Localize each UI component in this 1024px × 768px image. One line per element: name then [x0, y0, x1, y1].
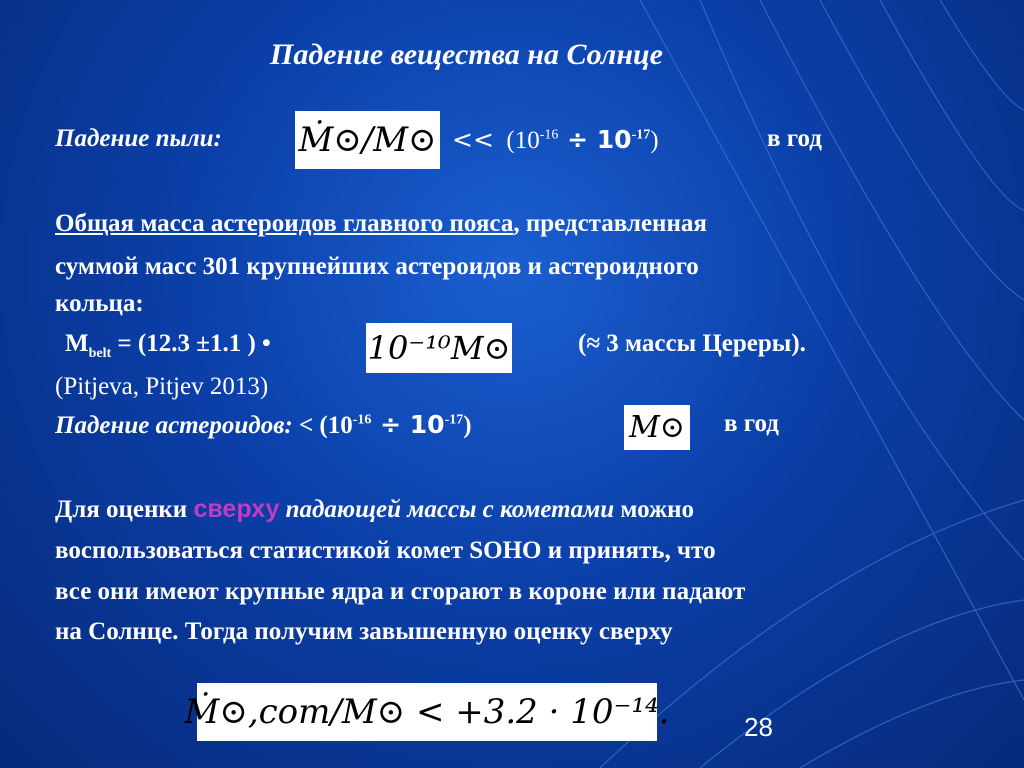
asteroids-line: Падение астероидов: < $(10^{-16} \div 10^{-17})$ — [55, 410, 472, 439]
comets-line-3: все они имеют крупные ядра и сгорают в короне или падают — [55, 578, 746, 605]
asteroids-formula: M⊙ — [624, 405, 690, 450]
belt-formula: 10⁻¹⁰M⊙ — [366, 323, 512, 373]
comets-line-1: Для оценки сверху падающей массы с кометами можно — [55, 495, 695, 523]
ceres-comparison: (≈ 3 массы Цереры). — [578, 330, 806, 357]
belt-line-2: суммой масс 301 крупнейших астероидов и астероидного — [55, 253, 699, 280]
comets-line-2: воспользоваться статистикой комет SOHO и принять, что — [55, 537, 716, 564]
slide-title: Падение вещества на Солнце — [270, 38, 663, 71]
comets-line-4: на Солнце. Тогда получим завышенную оценку сверху — [55, 618, 673, 645]
page-number: 28 — [744, 712, 773, 742]
belt-mass: $M_{belt} = (12.3 \pm 1.1$ ) • — [65, 330, 271, 361]
asteroids-per-year: в год — [724, 410, 779, 437]
citation: (Pitjeva, Pitjev 2013) — [55, 373, 269, 400]
dust-label: Падение пыли: — [55, 125, 222, 152]
belt-line-3: кольца: — [55, 290, 144, 317]
dust-per-year: в год — [767, 125, 822, 152]
belt-line-1: Общая масса астероидов главного пояса, представленная — [55, 210, 707, 237]
dust-formula: Ṁ⊙/M⊙ — [295, 111, 440, 169]
final-formula: Ṁ⊙,com/M⊙ < +3.2 · 10⁻¹⁴. — [197, 683, 657, 741]
dust-range: << $(10^{-16} \div 10^{-17})$ — [452, 125, 659, 154]
